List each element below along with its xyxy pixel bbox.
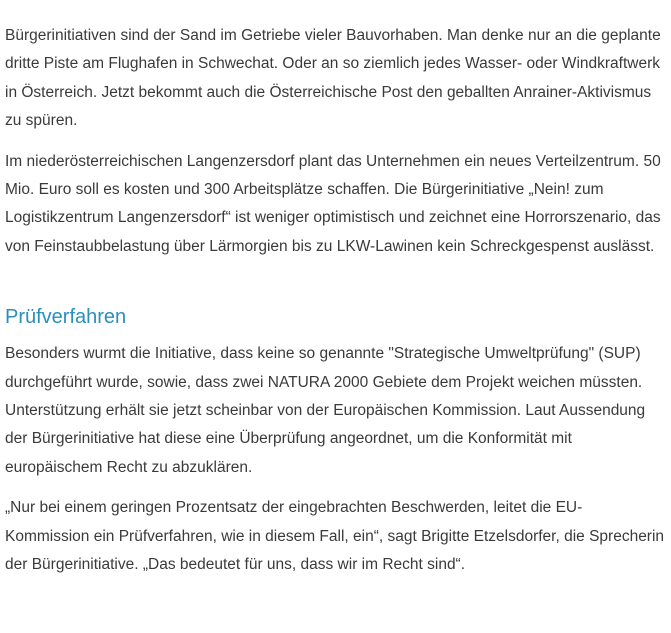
article-paragraph-quote: „Nur bei einem geringen Prozentsatz der eingebrachten Beschwerden, leitet die EU-Kommission ein Prüfverfahren, wie in diesem Fall, ein“, sagt Brigitte Etzelsdorfer, die Sprecherin der Bürgerinitiative. „Das bedeutet für uns, dass wir im Recht sind“. [5, 499, 665, 574]
article-paragraph-langenzersdorf: Im niederösterreichischen Langenzersdorf plant das Unternehmen ein neues Verteilzentrum. 50 Mio. Euro soll es kosten und 300 Arbeitsplätze schaffen. Die Bürgerinitiative „Nein! zum Logistikzentrum Langenzersdorf“ ist weniger optimistisch und zeichnet eine Horrorszenario, das von Feinstaubbelastung über Lärmorgien bis zu LKW-Lawinen kein Schreckgespenst auslässt. [5, 152, 661, 255]
section-heading-pruefverfahren: Prüfverfahren [5, 306, 127, 329]
article-paragraph-sup: Besonders wurmt die Initiative, dass keine so genannte "Strategische Umweltprüfung" (SUP) durchgeführt wurde, sowie, dass zwei NATURA 2000 Gebiete dem Projekt weichen müssten. Unterstützung erhält sie jetzt scheinbar von der Europäischen Kommission. Laut Aussendung der Bürgerinitiative hat diese eine Überprüfung angeordnet, um die Konformität mit europäischem Recht zu abzuklären. [5, 345, 646, 476]
article-body [5, 22, 665, 592]
article-paragraph-intro: Bürgerinitiativen sind der Sand im Getriebe vieler Bauvorhaben. Man denke nur an die geplante dritte Piste am Flughafen in Schwechat. Oder an so ziemlich jedes Wasser- oder Windkraftwerk in Österreich. Jetzt bekommt auch die Österreichische Post den geballten Anrainer-Aktivismus zu spüren. [5, 27, 661, 130]
